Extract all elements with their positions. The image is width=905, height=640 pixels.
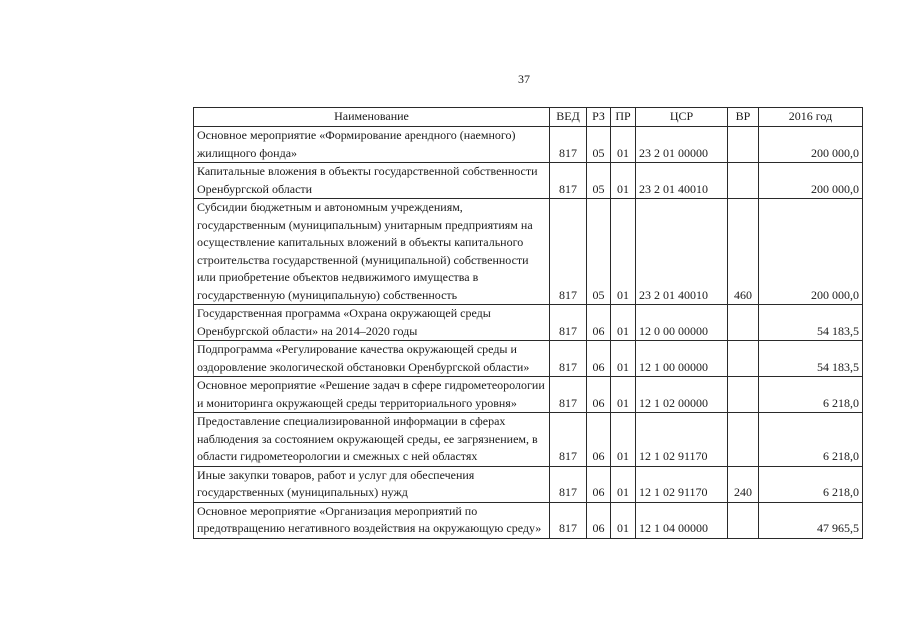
table-row: [194, 341, 863, 377]
row-name: Субсидии бюджетным и автономным учреждениям, государственным (муниципальным) унитарным предприятиям на осуществление капитальных вложений в объекты капитального строительства государственной (муниципальной) собственности или приобретение объектов недвижимого имущества в государственную (муниципальную) собственность: [194, 199, 550, 305]
header-name: Наименование: [194, 108, 550, 127]
row-name: Подпрограмма «Регулирование качества окружающей среды и оздоровление экологической обстановки Оренбургской области»: [194, 341, 550, 377]
row-rz: 06: [587, 305, 611, 341]
row-amount: 47 965,5: [759, 502, 863, 538]
page-number: 37: [518, 72, 530, 86]
row-csr: 23 2 01 00000: [636, 127, 728, 163]
table-row: [194, 305, 863, 341]
row-pr: 01: [611, 341, 636, 377]
row-name: Основное мероприятие «Организация мероприятий по предотвращению негативного воздействия на окружающую среду»: [194, 502, 550, 538]
row-ved: 817: [550, 466, 587, 502]
header-ved: ВЕД: [550, 108, 587, 127]
row-rz: 05: [587, 163, 611, 199]
row-vr: [728, 305, 759, 341]
row-rz: 06: [587, 413, 611, 467]
row-amount: 6 218,0: [759, 413, 863, 467]
table-row: [194, 502, 863, 538]
header-year: 2016 год: [759, 108, 863, 127]
row-ved: 817: [550, 127, 587, 163]
table-row: [194, 413, 863, 467]
row-pr: 01: [611, 466, 636, 502]
row-amount: 6 218,0: [759, 377, 863, 413]
header-vr: ВР: [728, 108, 759, 127]
row-rz: 06: [587, 502, 611, 538]
row-rz: 05: [587, 127, 611, 163]
row-ved: 817: [550, 377, 587, 413]
row-amount: 6 218,0: [759, 466, 863, 502]
row-pr: 01: [611, 163, 636, 199]
row-csr: 12 1 04 00000: [636, 502, 728, 538]
table-row: [194, 377, 863, 413]
row-rz: 06: [587, 377, 611, 413]
row-vr: [728, 127, 759, 163]
row-amount: 54 183,5: [759, 305, 863, 341]
row-vr: [728, 163, 759, 199]
row-csr: 23 2 01 40010: [636, 163, 728, 199]
row-ved: 817: [550, 341, 587, 377]
row-csr: 12 1 02 91170: [636, 413, 728, 467]
row-name: Предоставление специализированной информации в сферах наблюдения за состоянием окружающей среды, ее загрязнением, в области гидрометеорологии и смежных с ней областях: [194, 413, 550, 467]
row-rz: 06: [587, 341, 611, 377]
row-vr: [728, 341, 759, 377]
row-name: Государственная программа «Охрана окружающей среды Оренбургской области» на 2014–2020 годы: [194, 305, 550, 341]
header-row: [194, 108, 863, 127]
header-pr: ПР: [611, 108, 636, 127]
row-pr: 01: [611, 199, 636, 305]
row-ved: 817: [550, 413, 587, 467]
row-pr: 01: [611, 377, 636, 413]
table-row: [194, 163, 863, 199]
row-ved: 817: [550, 305, 587, 341]
header-csr: ЦСР: [636, 108, 728, 127]
row-pr: 01: [611, 413, 636, 467]
row-ved: 817: [550, 502, 587, 538]
row-csr: 23 2 01 40010: [636, 199, 728, 305]
table-row: [194, 127, 863, 163]
row-name: Основное мероприятие «Формирование арендного (наемного) жилищного фонда»: [194, 127, 550, 163]
row-pr: 01: [611, 305, 636, 341]
row-amount: 200 000,0: [759, 163, 863, 199]
row-ved: 817: [550, 199, 587, 305]
row-name: Основное мероприятие «Решение задач в сфере гидрометеорологии и мониторинга окружающей среды территориального уровня»: [194, 377, 550, 413]
row-name: Иные закупки товаров, работ и услуг для обеспечения государственных (муниципальных) нужд: [194, 466, 550, 502]
row-amount: 54 183,5: [759, 341, 863, 377]
budget-table: [193, 107, 863, 539]
row-csr: 12 1 00 00000: [636, 341, 728, 377]
row-vr: 240: [728, 466, 759, 502]
row-rz: 05: [587, 199, 611, 305]
row-csr: 12 1 02 91170: [636, 466, 728, 502]
row-rz: 06: [587, 466, 611, 502]
row-csr: 12 1 02 00000: [636, 377, 728, 413]
table-row: [194, 199, 863, 305]
row-name: Капитальные вложения в объекты государственной собственности Оренбургской области: [194, 163, 550, 199]
header-rz: РЗ: [587, 108, 611, 127]
row-amount: 200 000,0: [759, 199, 863, 305]
row-amount: 200 000,0: [759, 127, 863, 163]
row-vr: [728, 502, 759, 538]
row-ved: 817: [550, 163, 587, 199]
row-pr: 01: [611, 127, 636, 163]
row-vr: [728, 413, 759, 467]
row-csr: 12 0 00 00000: [636, 305, 728, 341]
row-pr: 01: [611, 502, 636, 538]
table-row: [194, 466, 863, 502]
row-vr: [728, 377, 759, 413]
row-vr: 460: [728, 199, 759, 305]
